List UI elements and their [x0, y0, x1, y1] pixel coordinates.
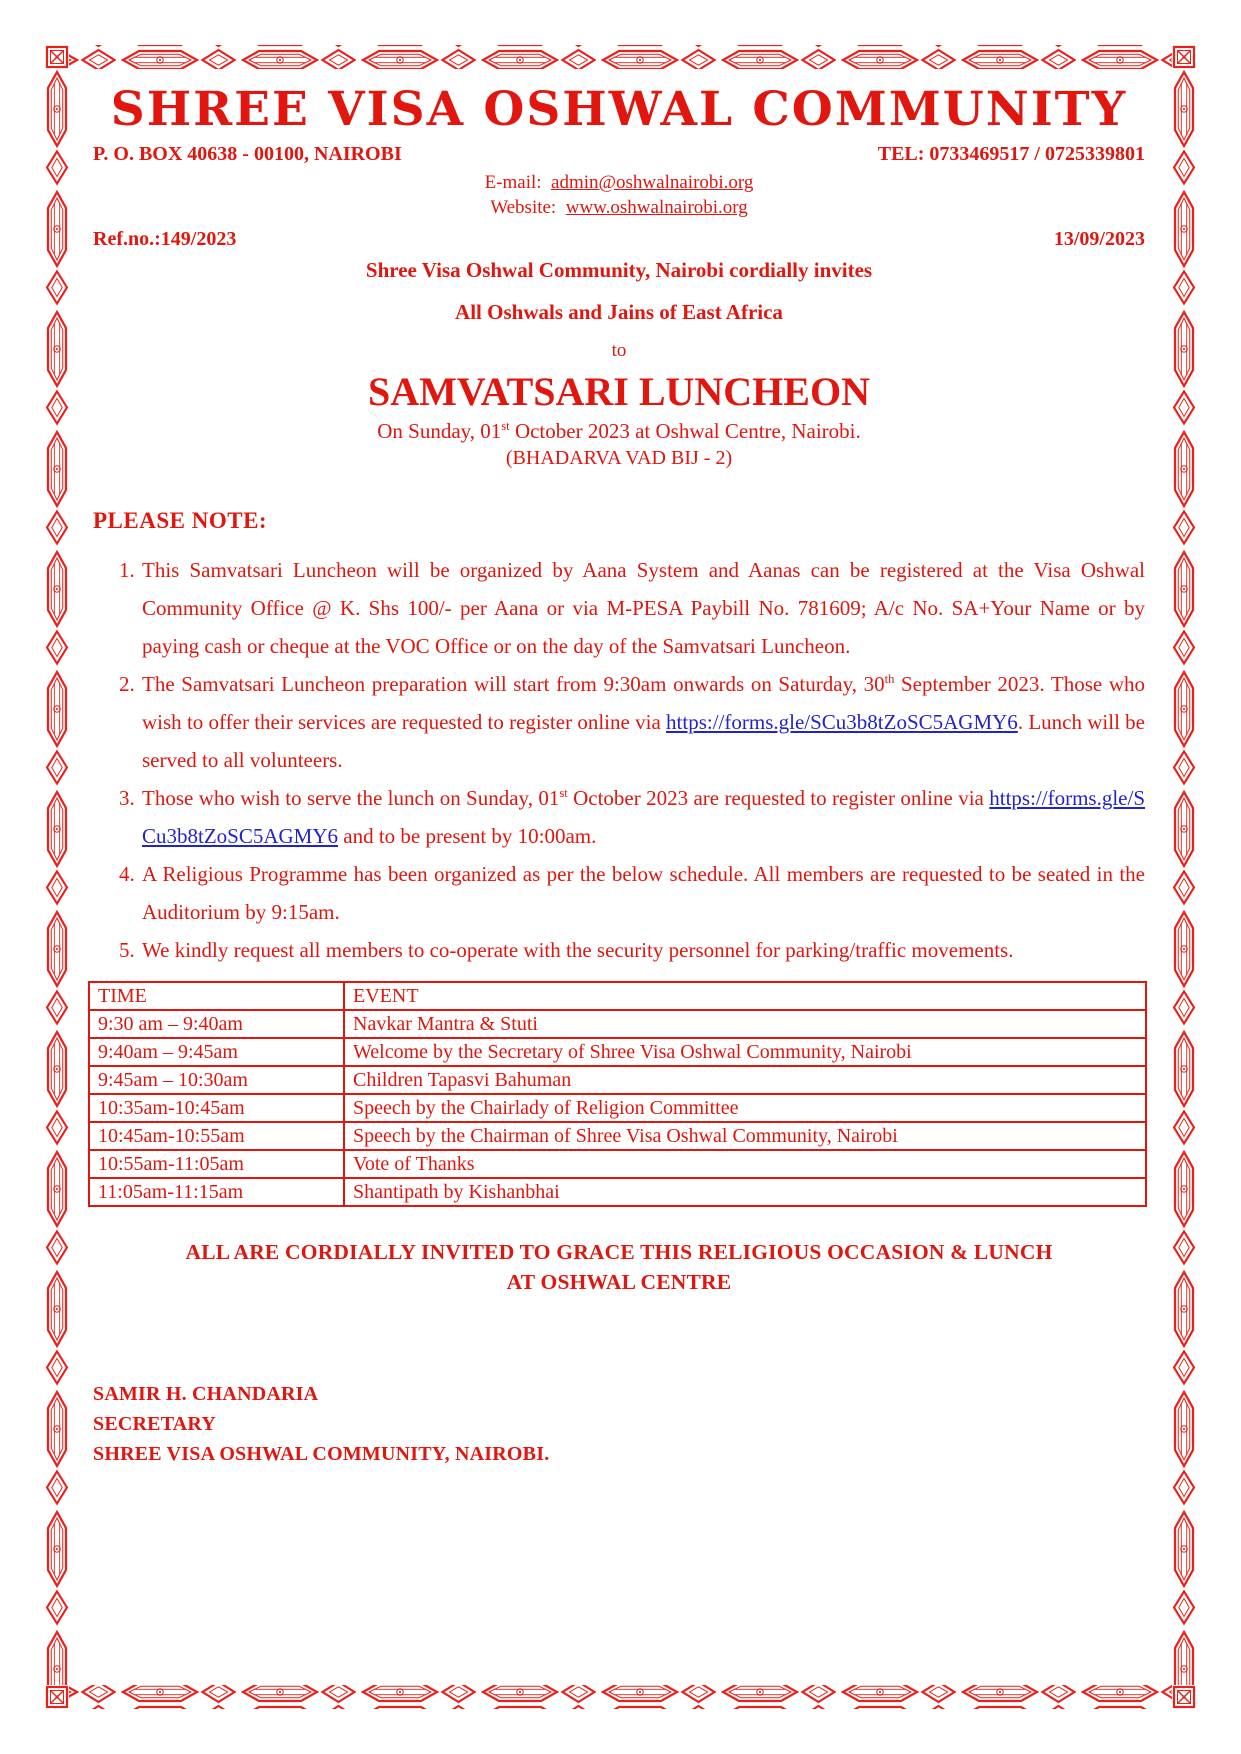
- email-label: E-mail:: [484, 172, 542, 194]
- signatory-organisation: SHREE VISA OSHWAL COMMUNITY, NAIROBI.: [93, 1443, 550, 1466]
- schedule-time: 9:30 am – 9:40am: [89, 1010, 344, 1038]
- event-title: SAMVATSARI LUNCHEON: [368, 369, 870, 415]
- table-row: [89, 1178, 1146, 1206]
- event-date-post: October 2023 at Oshwal Centre, Nairobi.: [509, 419, 861, 444]
- event-subtitle: (BHADARVA VAD BIJ - 2): [505, 447, 733, 470]
- schedule-event: Vote of Thanks: [344, 1150, 1146, 1178]
- note-item-3: [140, 779, 1145, 855]
- schedule-time: 10:45am-10:55am: [89, 1122, 344, 1150]
- note-2-mid: September 2023. Those who wish to offer their services are requested to register online via: [142, 672, 1145, 735]
- note-2-pre: The Samvatsari Luncheon preparation will start from 9:30am onwards on Saturday, 30: [142, 672, 885, 697]
- note-3-pre: Those who wish to serve the lunch on Sunday, 01: [142, 786, 560, 811]
- cordial-invitation-line-1: ALL ARE CORDIALLY INVITED TO GRACE THIS RELIGIOUS OCCASION & LUNCH: [185, 1240, 1053, 1265]
- ref-row: [93, 228, 1145, 251]
- signature-block: [93, 1379, 1145, 1469]
- invite-line-2: All Oshwals and Jains of East Africa: [455, 300, 783, 325]
- notes-list: [93, 551, 1145, 969]
- email-line: [93, 172, 1145, 194]
- schedule-event: Speech by the Chairlady of Religion Committee: [344, 1094, 1146, 1122]
- schedule-event: Navkar Mantra & Stuti: [344, 1010, 1146, 1038]
- ref-number: Ref.no.:149/2023: [93, 228, 237, 251]
- table-row: [89, 1150, 1146, 1178]
- programme-schedule-table: [88, 981, 1147, 1207]
- note-2-registration-link[interactable]: https://forms.gle/SCu3b8tZoSC5AGMY6: [666, 710, 1018, 735]
- website-line: [93, 197, 1145, 219]
- please-note-heading: PLEASE NOTE:: [93, 508, 268, 534]
- table-row: [89, 1066, 1146, 1094]
- telephone: TEL: 0733469517 / 0725339801: [877, 143, 1145, 166]
- schedule-header-row: [89, 982, 1146, 1010]
- schedule-event: Shantipath by Kishanbhai: [344, 1178, 1146, 1206]
- note-item-2: [140, 665, 1145, 779]
- note-1-text: This Samvatsari Luncheon will be organized by Aana System and Aanas can be registered at the Visa Oshwal Community Office @ K. Shs 100/- per Aana or via M-PESA Paybill No. 781609; A/c No. SA+Your Name or by paying cash or cheque at the VOC Office or on the day of the Samvatsari Luncheon.: [142, 558, 1145, 659]
- invite-line-to: to: [611, 340, 627, 362]
- schedule-header-event: EVENT: [344, 982, 1146, 1010]
- schedule-time: 9:40am – 9:45am: [89, 1038, 344, 1066]
- note-3-post: and to be present by 10:00am.: [338, 824, 597, 849]
- event-date-pre: On Sunday, 01: [377, 419, 502, 444]
- schedule-time: 11:05am-11:15am: [89, 1178, 344, 1206]
- page-title: SHREE VISA OSHWAL COMMUNITY: [110, 82, 1128, 137]
- po-box: P. O. BOX 40638 - 00100, NAIROBI: [93, 143, 402, 166]
- cordial-invitation-line-2: AT OSHWAL CENTRE: [506, 1270, 732, 1295]
- note-3-registration-link[interactable]: https://forms.gle/SCu3b8tZoSC5AGMY6: [142, 786, 1146, 849]
- schedule-event: Welcome by the Secretary of Shree Visa Oshwal Community, Nairobi: [344, 1038, 1146, 1066]
- note-item-5: [140, 931, 1145, 969]
- event-date-ordinal: st: [501, 419, 510, 434]
- table-row: [89, 1010, 1146, 1038]
- note-2-post: . Lunch will be served to all volunteers.: [142, 710, 1146, 773]
- letter-content: [93, 69, 1145, 1469]
- cordial-invitation-note: [93, 1237, 1145, 1297]
- note-item-4: [140, 855, 1145, 931]
- note-4-text: A Religious Programme has been organized as per the below schedule. All members are requested to be seated in the Auditorium by 9:15am.: [142, 862, 1145, 925]
- schedule-time: 10:55am-11:05am: [89, 1150, 344, 1178]
- note-5-text: We kindly request all members to co-operate with the security personnel for parking/traffic movements.: [142, 938, 1014, 963]
- schedule-event: Children Tapasvi Bahuman: [344, 1066, 1146, 1094]
- note-3-ordinal: st: [559, 786, 568, 801]
- table-row: [89, 1094, 1146, 1122]
- note-3-mid: October 2023 are requested to register online via: [567, 786, 990, 811]
- contact-row: [93, 143, 1145, 166]
- letter-date: 13/09/2023: [1053, 228, 1145, 251]
- note-item-1: [140, 551, 1145, 665]
- schedule-event: Speech by the Chairman of Shree Visa Oshwal Community, Nairobi: [344, 1122, 1146, 1150]
- event-date: [93, 419, 1145, 444]
- note-2-ordinal: th: [884, 672, 895, 687]
- invite-line-1: Shree Visa Oshwal Community, Nairobi cordially invites: [365, 258, 873, 283]
- website-label: Website:: [490, 197, 557, 219]
- website-link[interactable]: www.oshwalnairobi.org: [565, 197, 748, 219]
- signatory-role: SECRETARY: [93, 1413, 216, 1436]
- table-row: [89, 1038, 1146, 1066]
- schedule-time: 9:45am – 10:30am: [89, 1066, 344, 1094]
- table-row: [89, 1122, 1146, 1150]
- signatory-name: SAMIR H. CHANDARIA: [93, 1383, 319, 1406]
- schedule-header-time: TIME: [89, 982, 344, 1010]
- email-link[interactable]: admin@oshwalnairobi.org: [551, 172, 754, 194]
- schedule-time: 10:35am-10:45am: [89, 1094, 344, 1122]
